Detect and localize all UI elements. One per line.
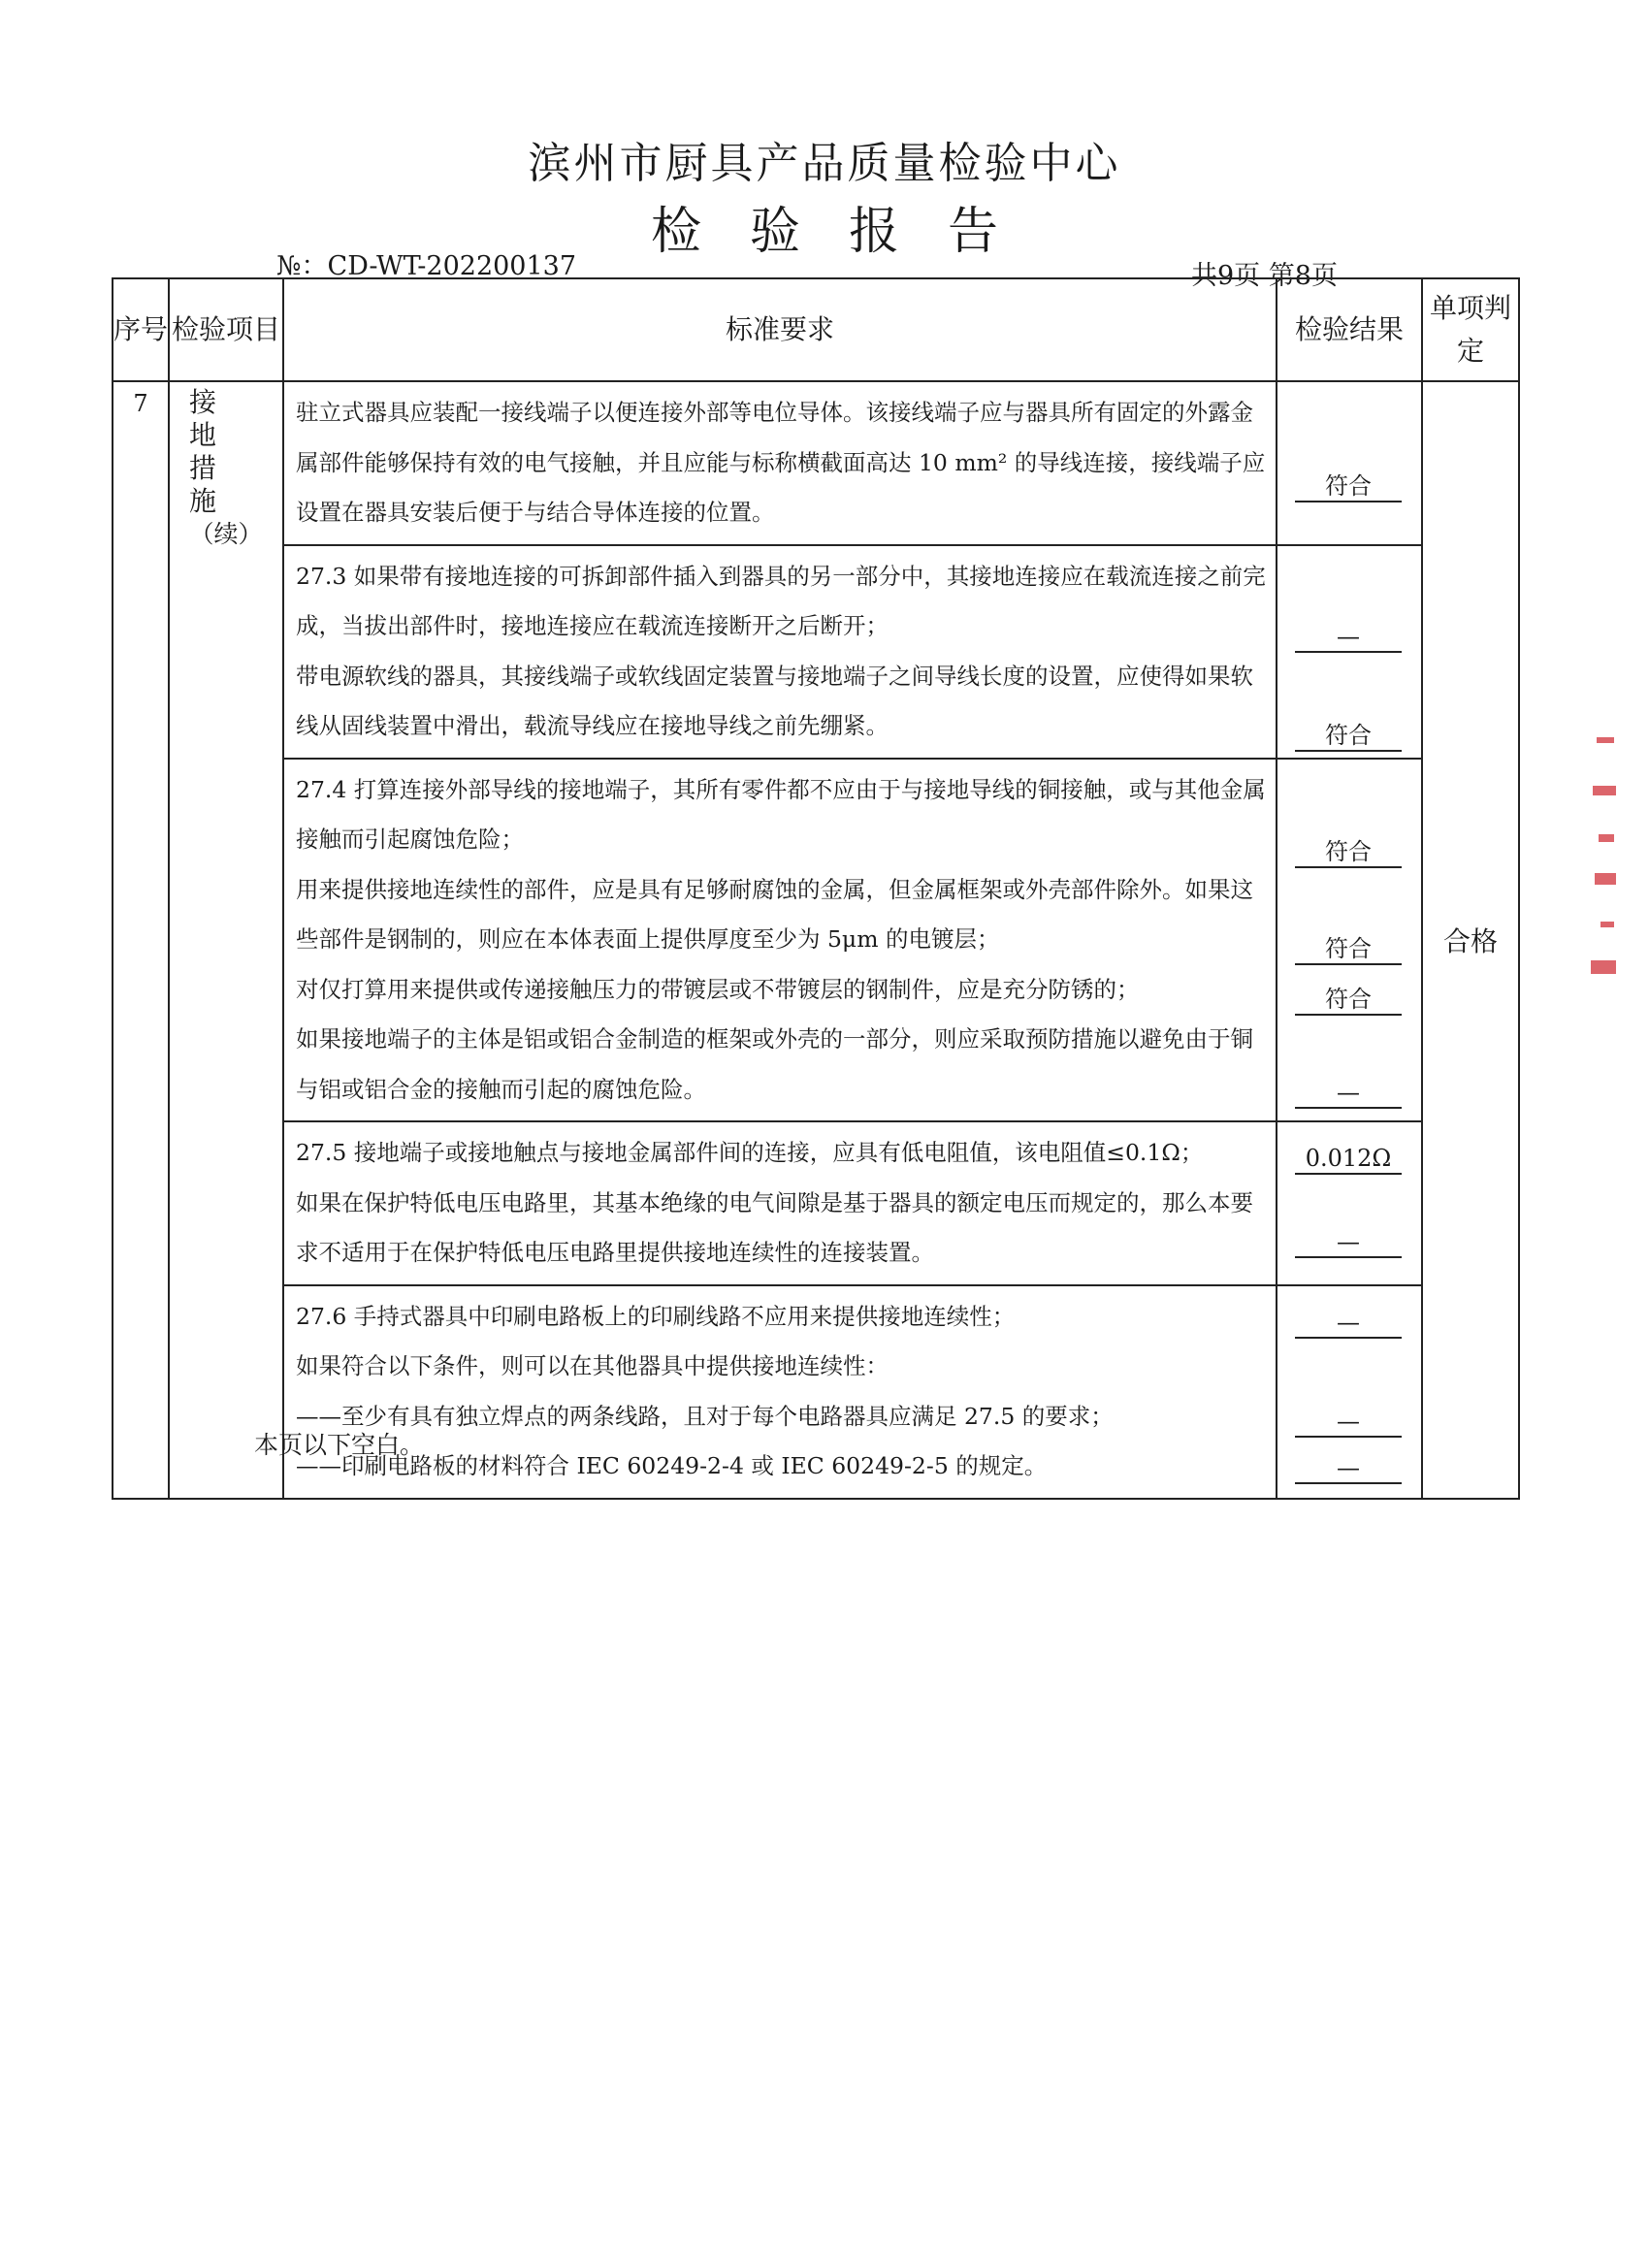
result-cell	[1277, 1121, 1422, 1285]
red-stamp-edge	[1589, 718, 1628, 1009]
header-item: 检验项目	[169, 278, 283, 381]
blank-below-note: 本页以下空白。	[254, 1431, 425, 1459]
table-header-row	[113, 278, 1519, 381]
result-cell	[1277, 545, 1422, 759]
org-title: 滨州市厨具产品质量检验中心	[528, 139, 1121, 188]
result-value: —	[1295, 1407, 1402, 1438]
item-name: 接地措施	[189, 386, 237, 517]
requirement-paragraph: 带电源软线的器具，其接线端子或软线固定装置与接地端子之间导线长度的设置，应使得如果软线从固线装置中滑出，载流导线应在接地导线之前先绷紧。	[296, 662, 1253, 739]
table-row	[113, 1285, 1519, 1499]
verdict-cell: 合格	[1422, 381, 1519, 1499]
header-verdict: 单项判定	[1422, 278, 1519, 381]
table-row	[113, 381, 1519, 545]
stamp-fragment	[1597, 737, 1614, 743]
stamp-fragment	[1591, 960, 1616, 974]
stamp-fragment	[1593, 786, 1616, 795]
requirement-cell	[283, 545, 1277, 759]
table-row	[113, 1121, 1519, 1285]
result-cell	[1277, 381, 1422, 545]
requirement-paragraph: 27.6 手持式器具中印刷电路板上的印刷线路不应用来提供接地连续性；	[296, 1302, 1016, 1330]
requirement-cell	[283, 381, 1277, 545]
requirement-cell	[283, 1285, 1277, 1499]
header-seq: 序号	[113, 278, 169, 381]
requirement-paragraph: 驻立式器具应装配一接线端子以便连接外部等电位导体。该接线端子应与器具所有固定的外露金属部件能够保持有效的电气接触，并且应能与标称横截面高达 10 mm² 的导线连接，接线端子应设置在器具安装后便于与结合导体连接的位置。	[296, 399, 1266, 526]
result-value: —	[1295, 622, 1402, 653]
requirement-paragraph: ——至少有具有独立焊点的两条线路，且对于每个电路器具应满足 27.5 的要求；	[296, 1402, 1114, 1430]
requirement-paragraph: 27.5 接地端子或接地触点与接地金属部件间的连接，应具有低电阻值，该电阻值≤0.1Ω；	[296, 1139, 1204, 1166]
result-value: 符合	[1295, 471, 1402, 502]
requirement-cell	[283, 1121, 1277, 1285]
report-number: №：CD-WT-202200137	[276, 251, 577, 281]
result-value: 符合	[1295, 837, 1402, 868]
header-requirement: 标准要求	[283, 278, 1277, 381]
requirement-paragraph: 27.4 打算连接外部导线的接地端子，其所有零件都不应由于与接地导线的铜接触，或与其他金属接触而引起腐蚀危险；	[296, 775, 1266, 853]
requirement-paragraph: 27.3 如果带有接地连接的可拆卸部件插入到器具的另一部分中，其接地连接应在载流连接之前完成，当拔出部件时，接地连接应在载流连接断开之后断开；	[296, 562, 1266, 639]
result-value: 0.012Ω	[1295, 1144, 1402, 1175]
requirement-paragraph: 如果符合以下条件，则可以在其他器具中提供接地连续性：	[296, 1352, 889, 1379]
stamp-fragment	[1600, 922, 1614, 927]
result-value: —	[1295, 1227, 1402, 1258]
document-title: 检验报告	[650, 203, 1047, 261]
result-cell	[1277, 1285, 1422, 1499]
requirement-paragraph: 对仅打算用来提供或传递接触压力的带镀层或不带镀层的钢制件，应是充分防锈的；	[296, 975, 1140, 1003]
item-cell	[169, 381, 283, 1499]
result-value: 符合	[1295, 934, 1402, 965]
result-value: 符合	[1295, 985, 1402, 1016]
requirement-cell	[283, 759, 1277, 1122]
table-row	[113, 545, 1519, 759]
table-row	[113, 759, 1519, 1122]
stamp-fragment	[1595, 873, 1616, 885]
page-info: 共9页 第8页	[1191, 261, 1338, 291]
requirement-paragraph: 如果在保护特低电压电路里，其基本绝缘的电气间隙是基于器具的额定电压而规定的，那么本要求不适用于在保护特低电压电路里提供接地连续性的连接装置。	[296, 1188, 1253, 1266]
requirement-paragraph: 如果接地端子的主体是铝或铝合金制造的框架或外壳的一部分，则应采取预防措施以避免由于铜与铝或铝合金的接触而引起的腐蚀危险。	[296, 1025, 1253, 1103]
requirement-paragraph: ——印刷电路板的材料符合 IEC 60249-2-4 或 IEC 60249-2-5 的规定。	[296, 1452, 1048, 1479]
inspection-table	[112, 277, 1520, 1500]
stamp-fragment	[1599, 834, 1614, 842]
result-value: —	[1295, 1308, 1402, 1339]
result-value: —	[1295, 1453, 1402, 1484]
result-value: —	[1295, 1078, 1402, 1109]
seq-cell: 7	[113, 381, 169, 1499]
header-result: 检验结果	[1277, 278, 1422, 381]
result-cell	[1277, 759, 1422, 1122]
result-value: 符合	[1295, 721, 1402, 752]
item-continued: （续）	[189, 520, 263, 548]
requirement-paragraph: 用来提供接地连续性的部件，应是具有足够耐腐蚀的金属，但金属框架或外壳部件除外。如果这些部件是钢制的，则应在本体表面上提供厚度至少为 5μm 的电镀层；	[296, 875, 1253, 953]
